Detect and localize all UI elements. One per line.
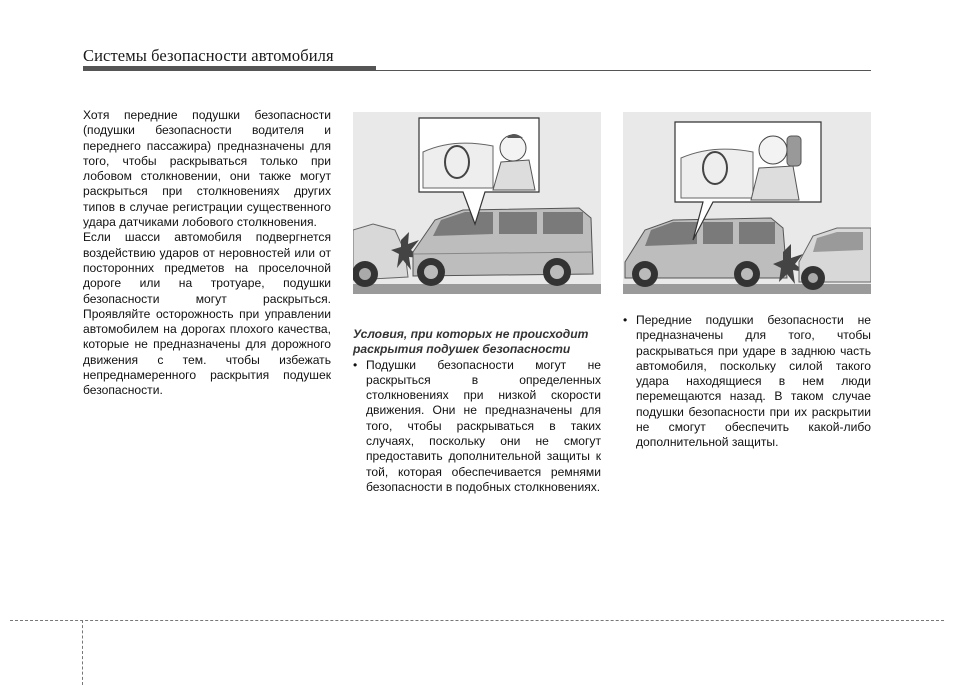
subheading-no-deploy: Условия, при которых не происходит раскрытия подушек безопасности [353,327,589,357]
bullet-rear-impact [623,313,871,451]
bullet-low-speed [353,358,601,496]
bullet-text: Передние подушки безопасности не предназначены для того, чтобы раскрываться при ударе в заднюю часть автомобиля, поскольку силой такого удара находящиеся в нем люди перемещаются назад. В таком случае подушки безопасности при их раскрытии не смогут обеспечить какой-либо дополнительной защиты. [636,313,871,450]
rear-impact-illustration [623,112,871,308]
front-impact-illustration [353,112,601,308]
paragraph-frontal-collision: Хотя передние подушки безопасности (подушки безопасности водителя и переднего пассажира) предназначены для того, чтобы раскрываться только при лобовом столкновении, они также могут раскрыться при столкновениях других типов в случае регистрации существенного удара датчиками лобового столкновения. [83,108,331,230]
crop-line-horizontal [10,620,944,621]
column-1 [83,108,331,399]
header-rule [83,70,871,71]
bullet-dot: • [623,313,628,327]
column-3 [623,313,871,451]
bullet-dot: • [353,357,358,372]
column-2 [353,327,601,495]
crop-line-vertical [82,620,83,685]
paragraph-rough-road: Если шасси автомобиля подвергнется воздействию ударов от неровностей или от посторонних предметов на проселочной дороге или на тротуаре, подушки безопасности могут раскрыться. Проявляйте осторожность при управлении автомобилем на дорогах плохого качества, которые не предназначены для дорожного движения с тем. чтобы избежать непреднамеренного раскрытия подушек безопасности. [83,230,331,398]
section-title: Системы безопасности автомобиля [83,46,334,65]
page-header [83,46,871,76]
bullet-text: Подушки безопасности могут не раскрыться в определенных столкновениях при низкой скорости движения. Они не предназначены для того, чтобы раскрываться в таких случаях, поскольку они не смогут предоставить дополнительной защиты к той, которая обеспечивается ремнями безопасности в подобных столкновениях. [366,357,601,494]
